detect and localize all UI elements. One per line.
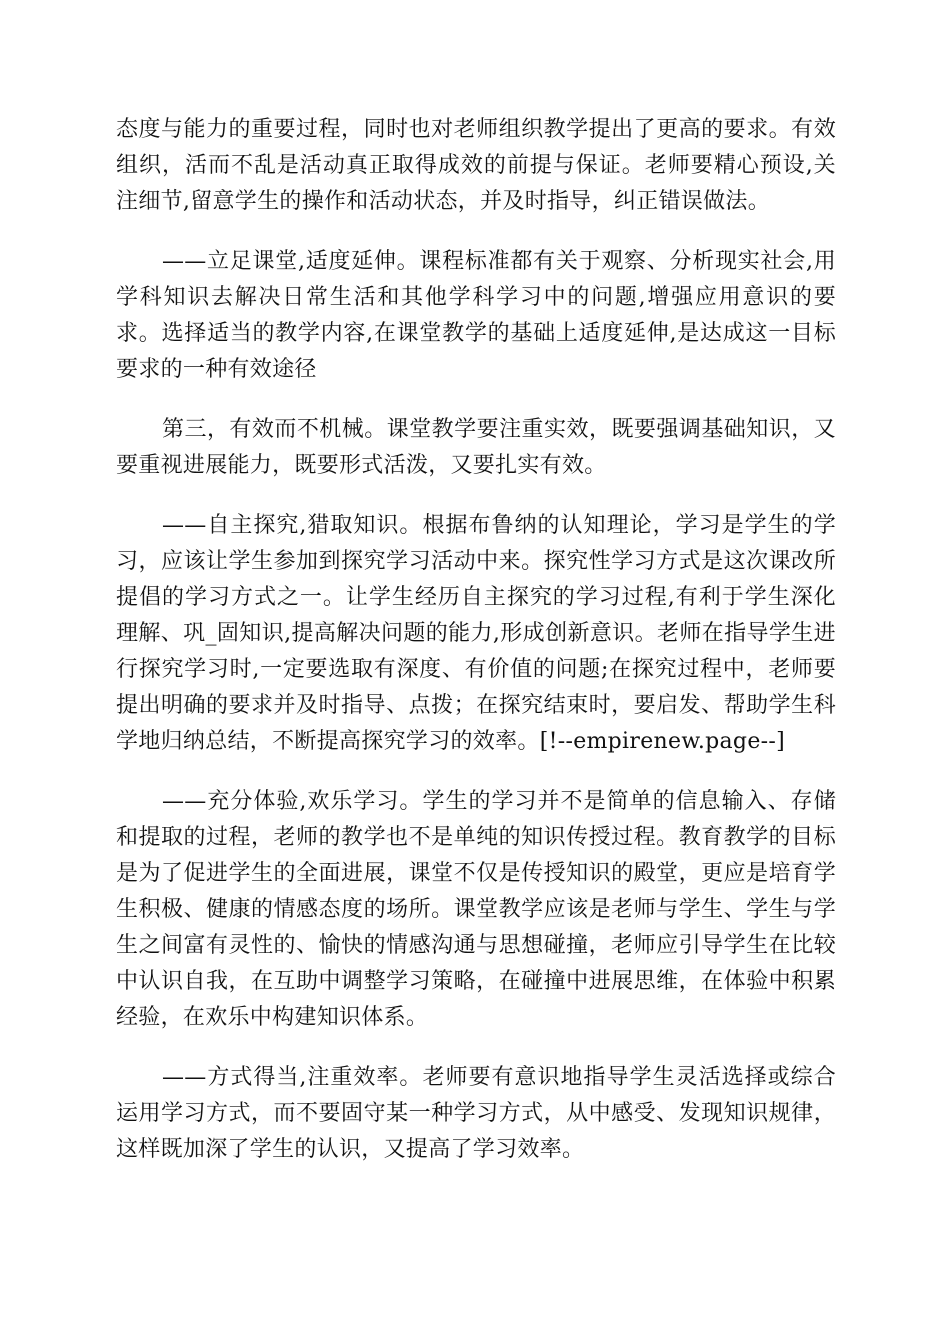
paragraph-continued: 态度与能力的重要过程，同时也对老师组织教学提出了更高的要求。有效组织，活而不乱是活动真正取得成效的前提与保证。老师要精心预设,关注细节,留意学生的操作和活动状态，并及时指导，纠正错误做法。 <box>116 117 836 214</box>
paragraph-efficiency: ——方式得当,注重效率。老师要有意识地指导学生灵活选择或综合运用学习方式，而不要固守某一种学习方式，从中感受、发现知识规律，这样既加深了学生的认识，又提高了学习效率。 <box>116 1065 836 1162</box>
paragraph-classroom-extension: ——立足课堂,适度延伸。课程标准都有关于观察、分析现实社会,用学科知识去解决日常生活和其他学科学习中的问题,增强应用意识的要求。选择适当的教学内容,在课堂教学的基础上适度延伸,是达成这一目标要求的一种有效途径 <box>116 249 836 382</box>
document-body <box>116 112 836 1192</box>
paragraph-joyful-learning: ——充分体验,欢乐学习。学生的学习并不是简单的信息输入、存储和提取的过程，老师的教学也不是单纯的知识传授过程。教育教学的目标是为了促进学生的全面进展，课堂不仅是传授知识的殿堂，更应是培育学生积极、健康的情感态度的场所。课堂教学应该是老师与学生、学生与学生之间富有灵性的、愉快的情感沟通与思想碰撞，老师应引导学生在比较中认识自我，在互助中调整学习策略，在碰撞中进展思维，在体验中积累经验，在欢乐中构建知识体系。 <box>116 789 836 1030</box>
paragraph-independent-inquiry: ——自主探究,猎取知识。根据布鲁纳的认知理论，学习是学生的学习，应该让学生参加到探究学习活动中来。探究性学习方式是这次课改所提倡的学习方式之一。让学生经历自主探究的学习过程,有利于学生深化理解、巩_固知识,提高解决问题的能力,形成创新意识。老师在指导学生进行探究学习时,一定要选取有深度、有价值的问题;在探究过程中，老师要提出明确的要求并及时指导、点拨；在探究结束时，要启发、帮助学生科学地归纳总结，不断提高探究学习的效率。[!--empirenew.page--] <box>116 513 836 754</box>
paragraph-third-point: 第三，有效而不机械。课堂教学要注重实效，既要强调基础知识，又要重视进展能力，既要形式活泼，又要扎实有效。 <box>116 417 836 478</box>
